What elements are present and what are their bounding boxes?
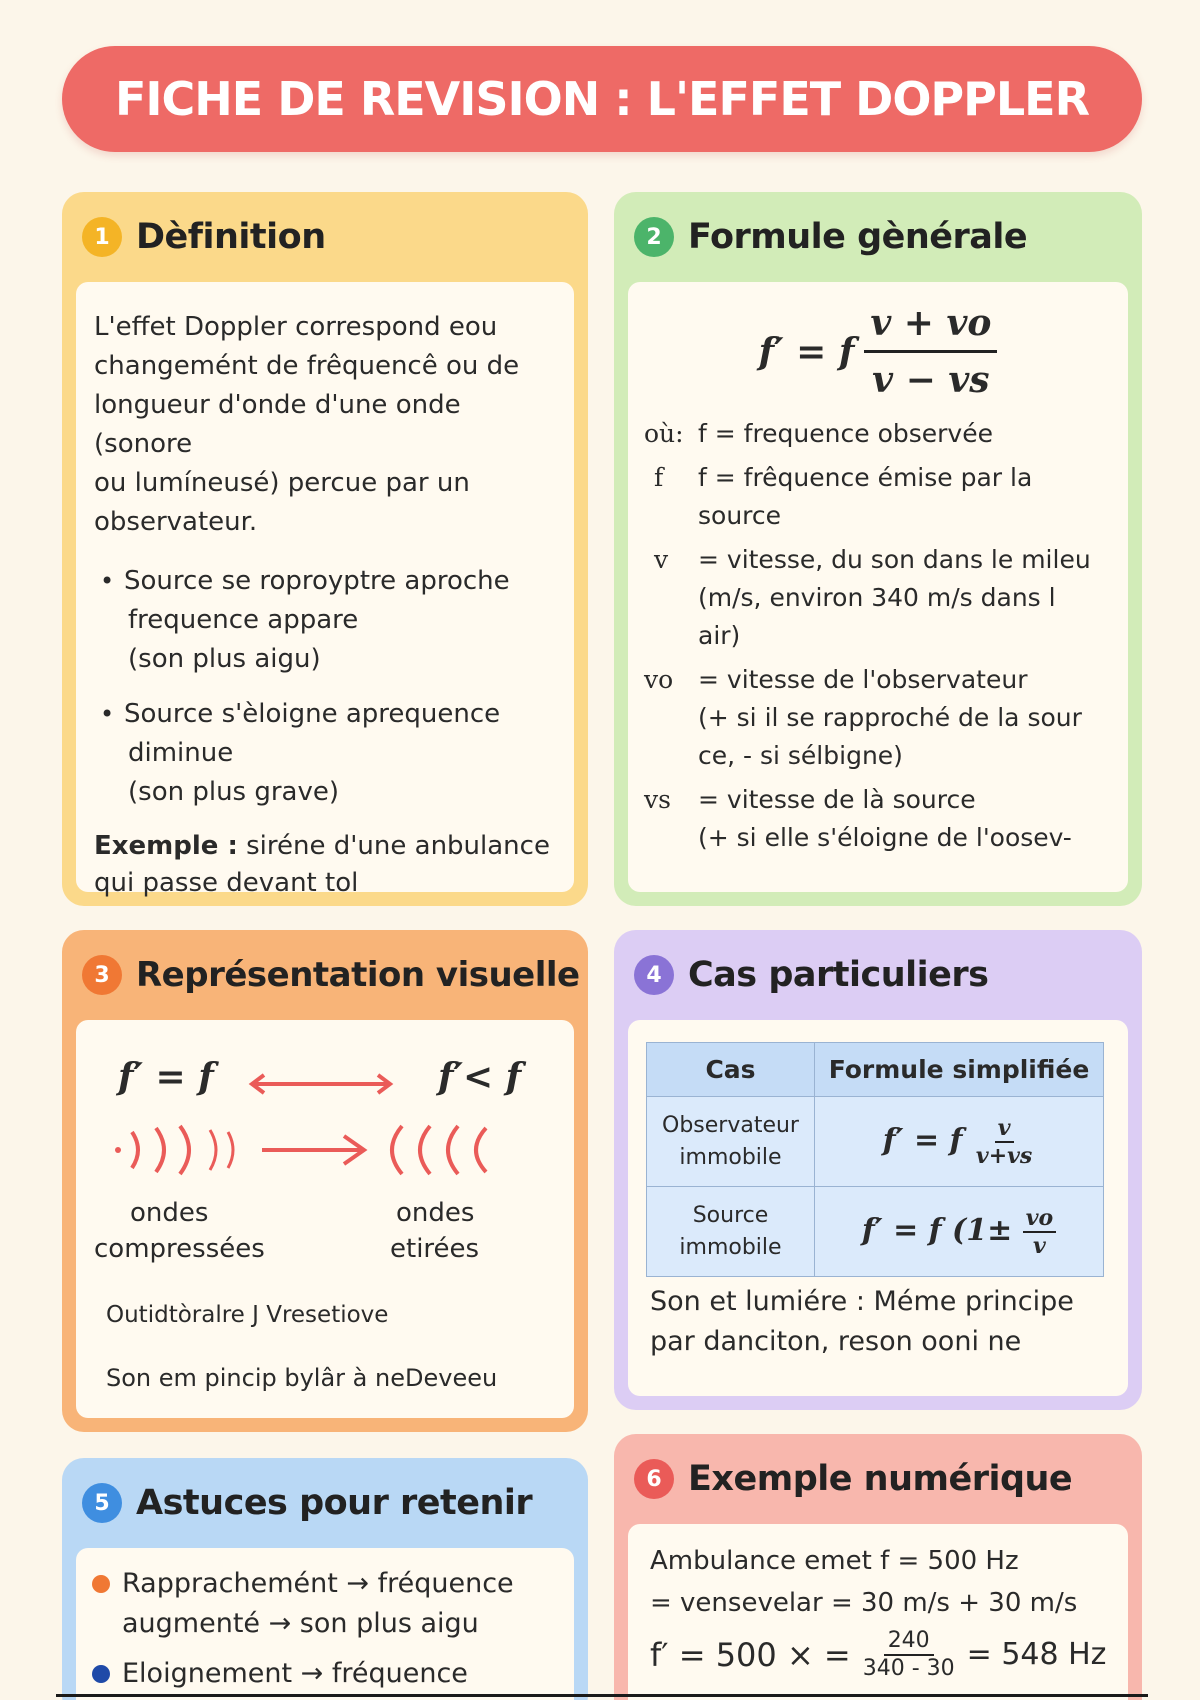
example-text (94, 828, 556, 902)
formula-fraction (973, 1115, 1035, 1169)
formula-fraction (1023, 1205, 1056, 1259)
case-cell (647, 1097, 815, 1187)
fraction-numerator: vo (1023, 1205, 1056, 1233)
formula-left: f′ = f (882, 1122, 963, 1158)
text-line: Eloignement → fréquence (122, 1658, 468, 1689)
symbol: v (654, 545, 669, 574)
definition-row (640, 541, 1116, 655)
section-heading: Représentation visuelle (136, 955, 580, 995)
text-line: par danciton, reson ooni ne (650, 1326, 1022, 1357)
symbol: vo (644, 665, 674, 694)
section-heading: Astuces pour retenir (136, 1483, 533, 1523)
compressed-waves-icon (116, 1020, 276, 1080)
text-line: = vitesse de là source (698, 785, 976, 814)
calculation-result: = 548 Hz (966, 1637, 1107, 1672)
fraction-denominator: v+vs (975, 1142, 1033, 1169)
text-line: f = frequence observée (698, 419, 993, 448)
list-item (92, 1564, 558, 1644)
symbol: f (654, 463, 664, 492)
card-body (628, 282, 1128, 892)
fraction-numerator: v (995, 1115, 1014, 1143)
equal-frequency-label: f′ = f (118, 1056, 214, 1098)
text-line: immobile (679, 1144, 782, 1170)
formula-cell (815, 1187, 1104, 1277)
section-number-badge: 1 (82, 217, 122, 257)
definition-row (640, 781, 1116, 857)
text-line: source (698, 501, 782, 530)
text-line: ou lumíneusé) percue par un (94, 468, 470, 498)
text-line: Observateur (662, 1112, 799, 1138)
section-heading: Cas particuliers (688, 955, 989, 995)
text-line: Source se roproyptre aproche (124, 566, 510, 596)
definition-text (94, 308, 556, 542)
list-item (94, 695, 556, 812)
card-body (76, 282, 574, 898)
definition-row (640, 459, 1116, 535)
text-line: qui passe devant tol (94, 868, 359, 898)
card-special-cases (614, 930, 1142, 1410)
section-heading: Formule gènérale (688, 217, 1028, 257)
list-item (92, 1654, 558, 1694)
blue-bullet-icon (92, 1665, 110, 1683)
text-line: Ambulance emet f = 500 Hz (650, 1546, 1019, 1576)
text-line: Son em pincip bylâr à neDeveeu (106, 1364, 498, 1392)
text-line: (m/s, environ 340 m/s dans l (698, 583, 1056, 612)
text-line: L'effet Doppler correspond eou (94, 312, 498, 342)
card-numerical-example (614, 1434, 1142, 1700)
section-number-badge: 2 (634, 217, 674, 257)
list-item (94, 562, 556, 679)
stretched-caption: etirées (390, 1234, 480, 1264)
definition-row (640, 661, 1116, 775)
fraction-numerator: v + vo (864, 302, 997, 353)
text-line: = vitesse, du son dans le mileu (698, 545, 1091, 574)
section-number-badge: 5 (82, 1483, 122, 1523)
section-number-badge: 4 (634, 955, 674, 995)
formula-left: f′ = f (1± (861, 1212, 1013, 1248)
calculation (650, 1628, 1108, 1682)
definition-row (640, 415, 1116, 453)
card-general-formula (614, 192, 1142, 906)
stretched-caption: ondes (396, 1198, 475, 1228)
lower-frequency-label: f′< f (438, 1056, 522, 1098)
table-header-row (647, 1043, 1104, 1097)
text-line: augmenté → son plus aigu (122, 1608, 479, 1639)
example-label: Exemple : (94, 831, 238, 861)
case-cell (647, 1187, 815, 1277)
text-line: Source s'èloigne aprequence (124, 699, 501, 729)
doppler-formula (628, 282, 1128, 401)
formula-fraction (864, 302, 997, 401)
text-line: ce, - si sélbigne) (698, 741, 903, 770)
text-line: = vitesse de l'observateur (698, 665, 1028, 694)
text-line: Outidtòralre J Vresetiove (106, 1302, 389, 1328)
special-cases-table (646, 1042, 1104, 1277)
calculation-fraction (859, 1628, 959, 1682)
text-line: longueur d'onde d'une onde (sonore (94, 390, 461, 459)
section-number-badge: 3 (82, 955, 122, 995)
compressed-caption: compressées (94, 1234, 265, 1264)
text-line: immobile (679, 1234, 782, 1260)
page-bottom-border (56, 1694, 1148, 1697)
text-line: observateur. (94, 507, 258, 537)
variable-definitions (628, 401, 1128, 857)
title-banner (62, 46, 1142, 152)
sound-waves-icon (112, 1118, 532, 1182)
table-row (647, 1097, 1104, 1187)
text-line: Source (692, 1202, 769, 1228)
fraction-denominator: v (1033, 1232, 1046, 1259)
wave-diagram (76, 1020, 546, 1420)
card-header (628, 1434, 1128, 1524)
formula-cell (815, 1097, 1104, 1187)
card-visual-representation (62, 930, 588, 1432)
fraction-numerator: 240 (884, 1628, 934, 1656)
card-body (76, 1020, 574, 1418)
text-line: diminue (128, 738, 234, 768)
text-line: siréne d'une anbulance (237, 831, 550, 861)
formula-left: f′ = f (758, 330, 855, 373)
text-line: frequence appare (128, 605, 359, 635)
section-number-badge: 6 (634, 1459, 674, 1499)
text-line: f = frêquence émise par la (698, 463, 1033, 492)
text-line: (son plus grave) (128, 777, 340, 807)
column-header: Formule simplifiée (815, 1043, 1104, 1097)
section-heading: Exemple numérique (688, 1459, 1073, 1499)
text-line: Rapprachemént → fréquence (122, 1568, 514, 1599)
card-definition (62, 192, 588, 906)
symbol: vs (644, 785, 671, 814)
card-header (628, 192, 1128, 282)
card-header (628, 930, 1128, 1020)
card-memory-tips (62, 1458, 588, 1700)
card-body (628, 1020, 1128, 1396)
section-heading: Dèfinition (136, 217, 326, 257)
text-line: air) (698, 621, 741, 650)
bullet-icon: • (100, 700, 115, 728)
card-header (76, 192, 574, 282)
text-line: = vensevelar = 30 m/s + 30 m/s (650, 1588, 1078, 1618)
orange-bullet-icon (92, 1575, 110, 1593)
fraction-denominator: v − vs (872, 359, 990, 401)
text-line: (son plus aigu) (128, 644, 321, 674)
text-line: Son et lumiére : Méme principe (650, 1286, 1074, 1317)
card-body (76, 1548, 574, 1700)
card-header (76, 930, 580, 1020)
text-line: (+ si il se rapproché de la sour (698, 703, 1082, 732)
column-header: Cas (647, 1043, 815, 1097)
card-header (76, 1458, 574, 1548)
text-line: changemént de frêquencê ou de (94, 351, 520, 381)
symbol: où: (644, 419, 684, 448)
bullet-icon: • (100, 567, 115, 595)
table-row (647, 1187, 1104, 1277)
card-body (628, 1524, 1128, 1700)
page-title: FICHE DE REVISION : L'EFFET DOPPLER (114, 72, 1090, 126)
calculation-left: f′ = 500 × = (650, 1636, 851, 1674)
text-line: (+ si elle s'éloigne de l'oosev- (698, 823, 1072, 852)
note-text (650, 1282, 1074, 1362)
fraction-denominator: 340 - 30 (862, 1656, 955, 1681)
compressed-caption: ondes (130, 1198, 209, 1228)
